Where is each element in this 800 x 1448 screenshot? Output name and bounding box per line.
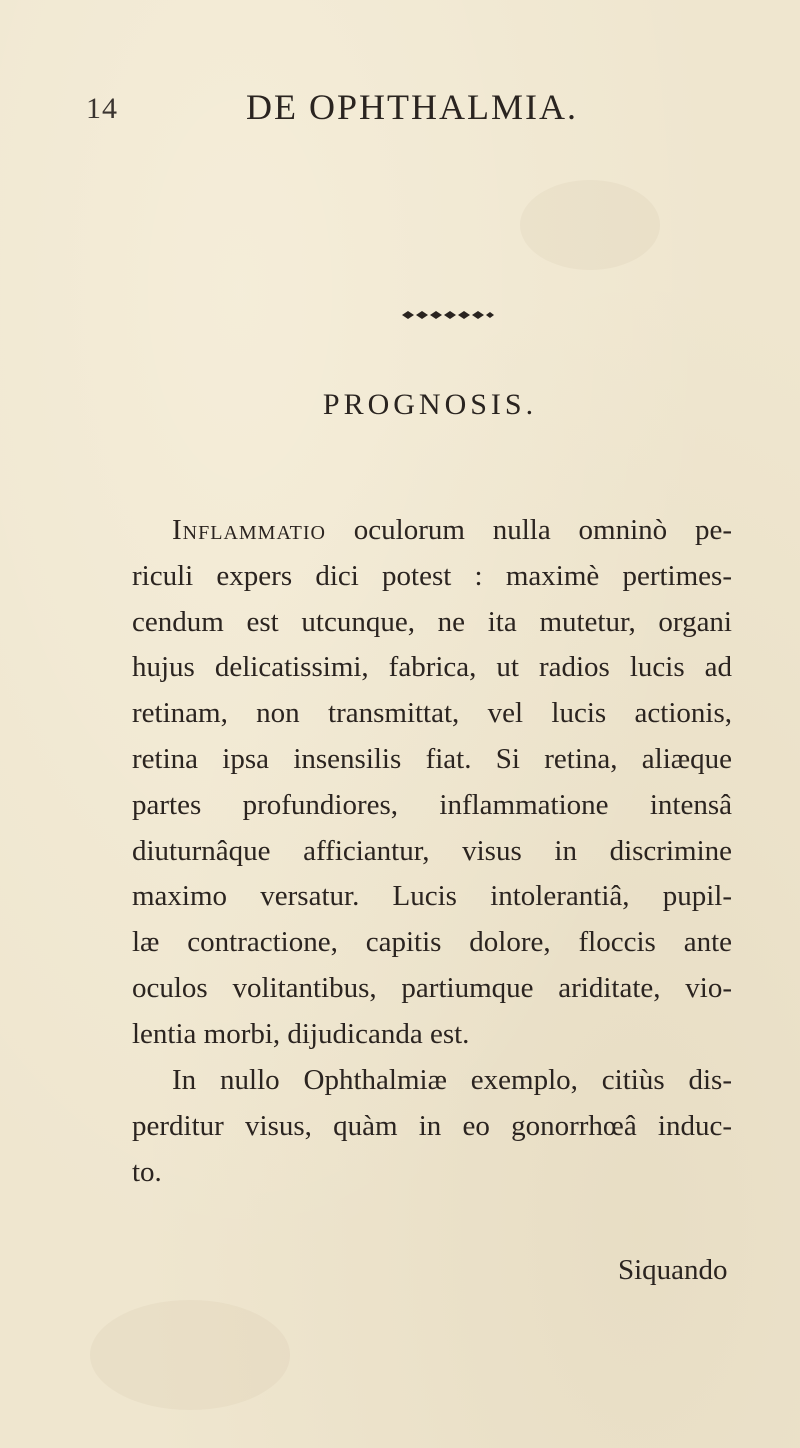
paragraph-line: maximo versatur. Lucis intolerantiâ, pupil- (132, 880, 732, 913)
paragraph (132, 1058, 732, 1195)
paragraph-line: to. (132, 1155, 162, 1188)
paragraph-line: retina ipsa insensilis fiat. Si retina, aliæque (132, 742, 732, 775)
paragraph-line: lentia morbi, dijudicanda est. (132, 1017, 470, 1050)
paper-stain (520, 180, 660, 270)
paragraph-line: cendum est utcunque, ne ita mutetur, organi (132, 605, 732, 638)
running-head (0, 86, 800, 136)
paragraph-line: læ contractione, capitis dolore, floccis ante (132, 926, 732, 959)
printers-ornament-icon (400, 308, 496, 322)
catchword: Siquando (618, 1254, 728, 1286)
running-title: DE OPHTHALMIA. (246, 87, 578, 127)
page-number: 14 (86, 92, 118, 125)
paragraph-line: hujus delicatissimi, fabrica, ut radios lucis ad (132, 651, 732, 684)
line-text: oculorum nulla omninò pe- (326, 514, 732, 546)
lead-word: Inflammatio (172, 514, 326, 546)
paragraph-line: oculos volitantibus, partiumque ariditate, vio- (132, 971, 732, 1004)
paragraph-line: perditur visus, quàm in eo gonorrhœâ induc- (132, 1109, 732, 1142)
paper-stain (90, 1300, 290, 1410)
paragraph-line: riculi expers dici potest : maximè pertimes- (132, 559, 732, 592)
paragraph-line: retinam, non transmittat, vel lucis actionis, (132, 697, 732, 730)
paragraph-line: In nullo Ophthalmiæ exemplo, citiùs dis- (172, 1064, 732, 1096)
paragraph (132, 508, 732, 1058)
section-title: PROGNOSIS. (322, 388, 538, 421)
paragraph-line: diuturnâque afficiantur, visus in discrimine (132, 834, 732, 867)
paragraph-line: partes profundiores, inflammatione intensâ (132, 788, 732, 821)
paragraph-line (132, 508, 732, 554)
